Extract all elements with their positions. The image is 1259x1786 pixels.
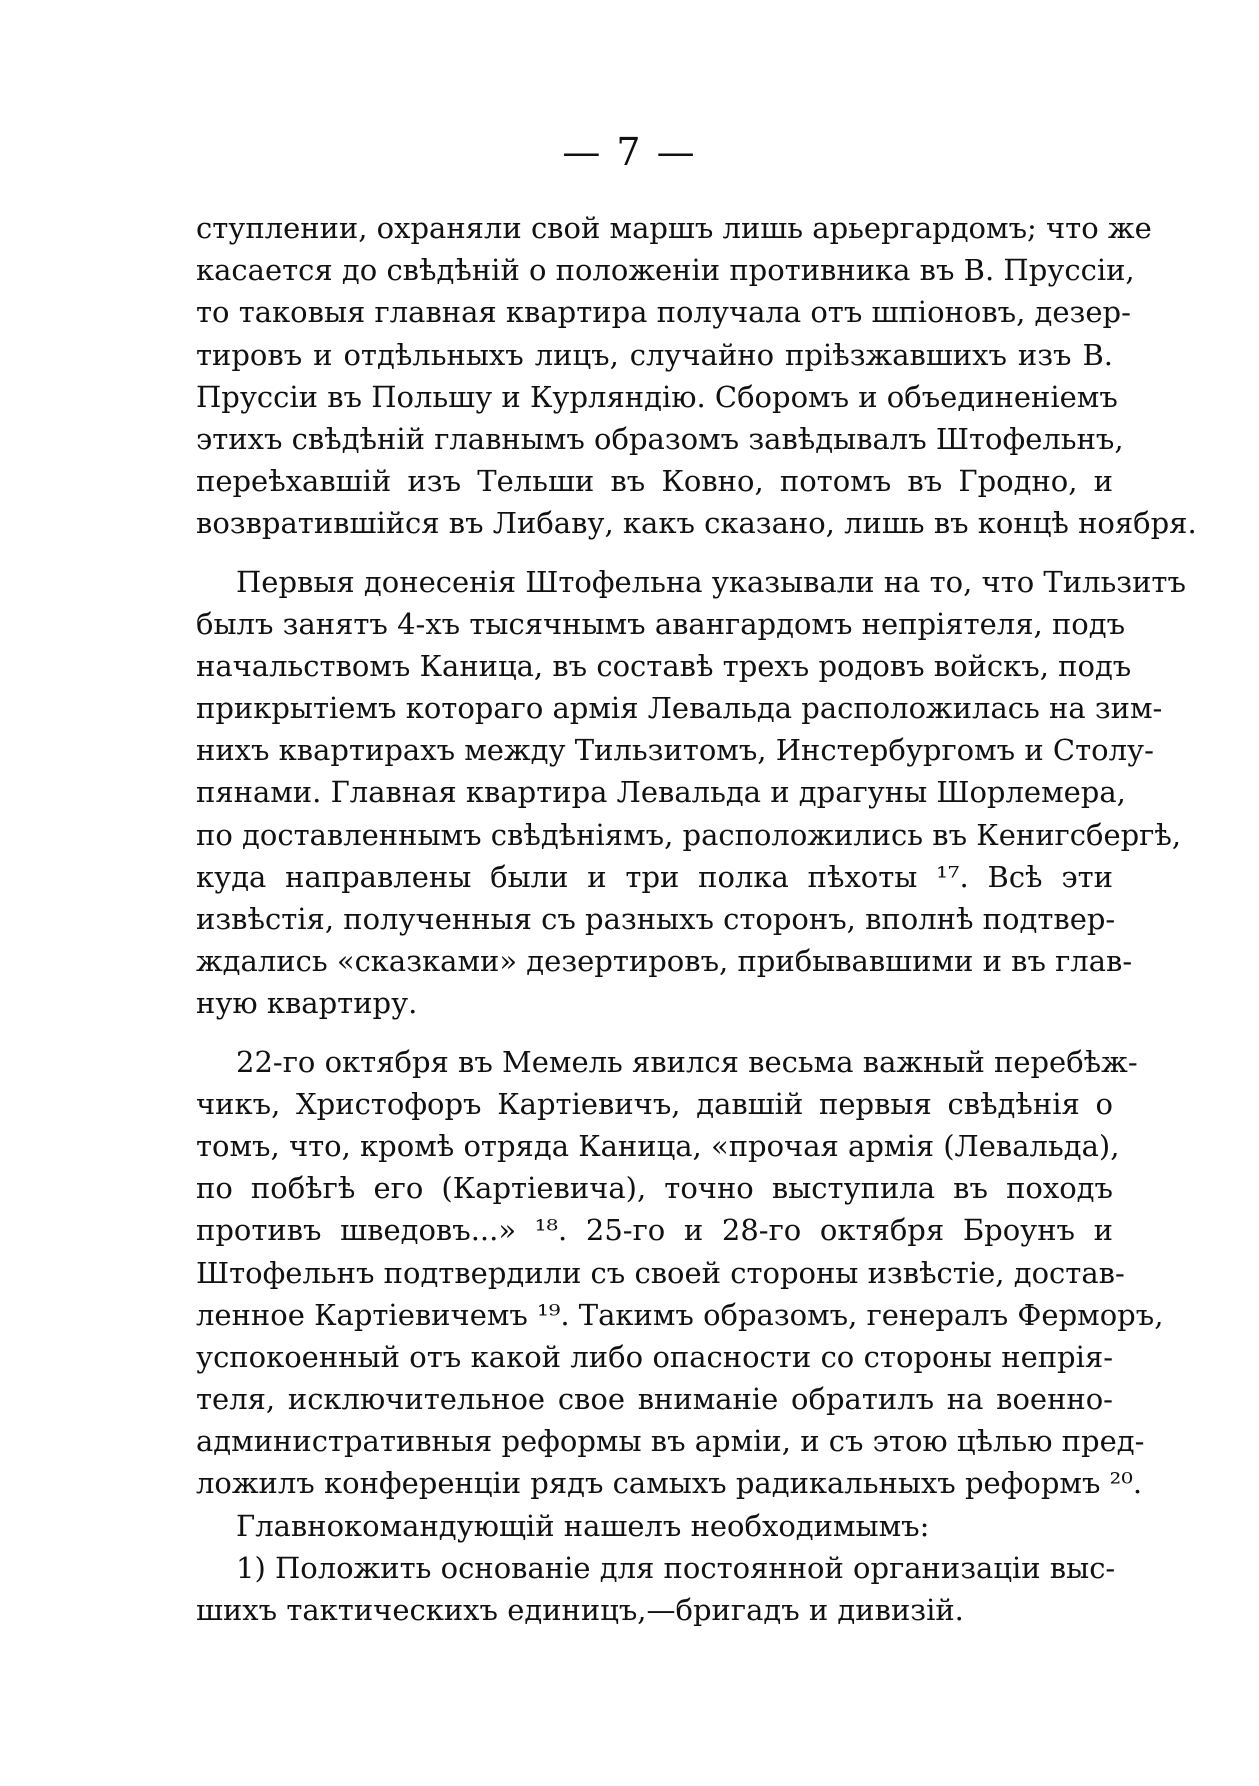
text-line: тировъ и отдѣльныхъ лицъ, случайно пріѣзжавшихъ изъ В.: [196, 337, 1113, 372]
text-line: прикрытіемъ котораго армія Левальда расположилась на зим-: [196, 691, 1163, 726]
text-line: успокоенный отъ какой либо опасности со стороны непрія-: [196, 1339, 1113, 1374]
text-line: Пруссіи въ Польшу и Курляндію. Сборомъ и объединеніемъ: [196, 379, 1118, 414]
text-line: Первыя донесенія Штофельна указывали на то, что Тильзитъ: [236, 564, 1186, 599]
paragraph: [196, 561, 1186, 1025]
paragraph: [196, 1505, 1113, 1547]
text-line: чикъ, Христофоръ Картіевичъ, давшій первыя свѣдѣнія о: [196, 1086, 1113, 1121]
text-line: начальствомъ Каница, въ составѣ трехъ родовъ войскъ, подъ: [196, 648, 1132, 683]
text-line: ную квартиру.: [196, 986, 418, 1021]
page-number: — 7 —: [562, 130, 697, 174]
text-line: противъ шведовъ...» ¹⁸. 25-го и 28-го октября Броунъ и: [196, 1213, 1113, 1248]
text-line: касается до свѣдѣній о положеніи противника въ В. Пруссіи,: [196, 253, 1135, 288]
paragraph: [196, 1041, 1164, 1505]
text-line: ложилъ конференціи рядъ самыхъ радикальныхъ реформъ ²⁰.: [196, 1466, 1143, 1501]
text-line: 1) Положить основаніе для постоянной организаціи выс-: [236, 1550, 1116, 1585]
text-line: извѣстія, полученныя съ разныхъ сторонъ, вполнѣ подтвер-: [196, 902, 1116, 936]
text-line: ступлении, охраняли свой маршъ лишь арьергардомъ; что же: [196, 211, 1152, 245]
text-line: Штофельнъ подтвердили съ своей стороны извѣстіе, достав-: [196, 1255, 1125, 1290]
text-line: по побѣгѣ его (Картіевича), точно выступила въ походъ: [196, 1171, 1113, 1206]
text-line: то таковыя главная квартира получала отъ шпіоновъ, дезер-: [196, 295, 1131, 330]
paragraph: [196, 1547, 1116, 1631]
text-line: нихъ квартирахъ между Тильзитомъ, Инстербургомъ и Столу-: [196, 733, 1154, 768]
text-line: 22-го октября въ Мемель явился весьма важный перебѣж-: [236, 1044, 1138, 1079]
text-line: шихъ тактическихъ единицъ,—бригадъ и дивизій.: [196, 1593, 964, 1627]
paragraph: [196, 207, 1197, 545]
text-line: томъ, что, кромѣ отряда Каница, «прочая армія (Левальда),: [196, 1128, 1120, 1163]
text-line: этихъ свѣдѣній главнымъ образомъ завѣдывалъ Штофельнъ,: [196, 421, 1124, 456]
text-line: возвратившійся въ Либаву, какъ сказано, лишь въ концѣ ноября.: [196, 506, 1197, 541]
body-text: [196, 207, 1197, 1631]
text-line: административныя реформы въ арміи, и съ этою цѣлью пред-: [196, 1424, 1145, 1459]
text-line: ждались «сказками» дезертировъ, прибывавшими и въ глав-: [196, 944, 1133, 979]
text-line: пянами. Главная квартира Левальда и драгуны Шорлемера,: [196, 775, 1126, 810]
text-line: по доставленнымъ свѣдѣніямъ, расположились въ Кенигсбергѣ,: [196, 817, 1182, 852]
text-line: Главнокомандующій нашелъ необходимымъ:: [236, 1508, 930, 1543]
text-line: переѣхавшій изъ Тельши въ Ковно, потомъ въ Гродно, и: [196, 464, 1113, 499]
text-line: куда направлены были и три полка пѣхоты ¹⁷. Всѣ эти: [196, 859, 1113, 894]
text-line: ленное Картіевичемъ ¹⁹. Такимъ образомъ, генералъ Ферморъ,: [196, 1297, 1164, 1332]
text-line: теля, исключительное свое вниманіе обратилъ на военно-: [196, 1382, 1113, 1417]
text-line: былъ занятъ 4-хъ тысячнымъ авангардомъ непріятеля, подъ: [196, 606, 1126, 641]
